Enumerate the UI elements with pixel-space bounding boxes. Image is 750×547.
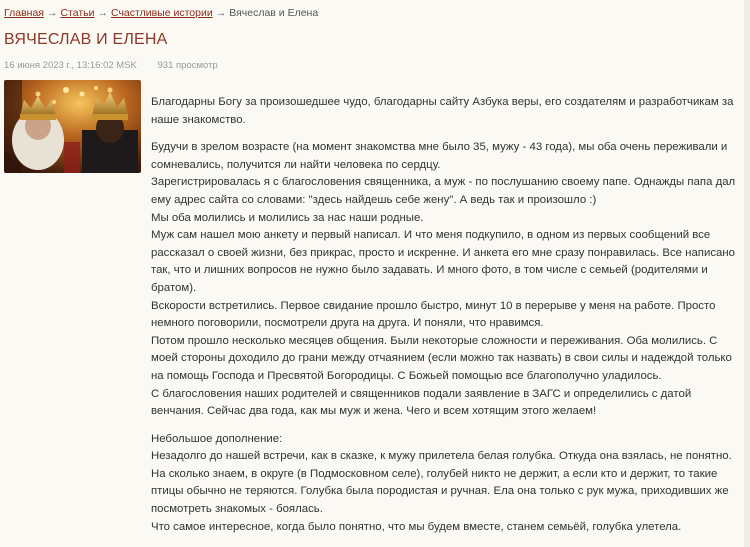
wedding-crowns-image xyxy=(4,80,141,173)
breadcrumb-link-home[interactable]: Главная xyxy=(4,7,44,19)
addendum-heading: Небольшое дополнение: xyxy=(151,432,283,445)
body-paragraph: Вскорости встретились. Первое свидание прошло быстро, минут 10 в перерыве у меня на работе. Просто немного поговорили, посмотрели друга на друга. И поняли, что нравимся. xyxy=(151,299,716,330)
addendum-paragraph: Незадолго до нашей встречи, как в сказке, к мужу прилетела белая голубка. Откуда она взялась, не понятно. На сколько знаем, в округе (в Подмосковном селе), голубей никто не держит, а если кто и держит, то такие птицы обычно не теряются. Голубка была породистая и ручная. Ела она только с рук мужа, приходивших же посмотреть знакомых - боялась. xyxy=(151,450,732,516)
breadcrumb-current: Вячеслав и Елена xyxy=(229,7,319,19)
article-meta xyxy=(4,60,218,71)
article-body xyxy=(151,94,736,536)
breadcrumb-separator: → xyxy=(97,7,108,19)
view-count: 931 просмотр xyxy=(157,60,218,71)
body-paragraph: Потом прошло несколько месяцев общения. Были некоторые сложности и переживания. Оба молились. С моей стороны доходило до грани между отчаянием (если можно так назвать) в свои силы и надеждой только на помощь Господа и Пресвятой Богородицы. С Божьей помощью все благополучно уладилось. xyxy=(151,334,732,382)
publish-date: 16 июня 2023 г., 13:16:02 MSK xyxy=(4,60,137,71)
breadcrumb-link-articles[interactable]: Статьи xyxy=(60,7,95,19)
body-paragraph: Будучи в зрелом возрасте (на момент знакомства мне было 35, мужу - 43 года), мы оба очень переживали и сомневались, получится ли найти человека по сердцу. xyxy=(151,141,728,171)
breadcrumb-separator: → xyxy=(215,7,227,19)
intro-paragraph: Благодарны Богу за произошедшее чудо, благодарны сайту Азбука веры, его создателям и разработчикам за наше знакомство. xyxy=(151,96,734,126)
breadcrumb xyxy=(4,7,318,19)
page-title: ВЯЧЕСЛАВ И ЕЛЕНА xyxy=(4,31,168,48)
body-paragraph: Муж сам нашел мою анкету и первый написал. И что меня подкупило, в одном из первых сообщений все рассказал о своей жизни, без прикрас, просто и искренне. И анкета его мне сразу понравилась. Все написано так, что и лишних вопросов не нужно было задавать. И много фото, в том числе с семьей (родителями и братом). xyxy=(151,229,735,294)
breadcrumb-link-happy-stories[interactable]: Счастливые истории xyxy=(111,7,213,19)
addendum-paragraph: Что самое интересное, когда было понятно, что мы будем вместе, станем семьёй, голубка улетела. xyxy=(151,520,682,533)
wedding-crowns-photo xyxy=(4,80,141,173)
body-paragraph: Зарегистрировалась я с благословения священника, а муж - по послушанию своему папе. Однажды папа дал ему адрес сайта со словами: "здесь найдешь себе жену". А ведь так и произошло :) xyxy=(151,176,736,206)
body-paragraph: С благословения наших родителей и священников подали заявление в ЗАГС и определились с датой венчания. Сейчас два года, как мы муж и жена. Чего и всем хотящим этого желаем! xyxy=(151,387,692,418)
body-paragraph: Мы оба молились и молились за нас наши родные. xyxy=(151,211,424,224)
scrollbar-track[interactable] xyxy=(744,0,750,547)
breadcrumb-separator: → xyxy=(46,7,58,19)
